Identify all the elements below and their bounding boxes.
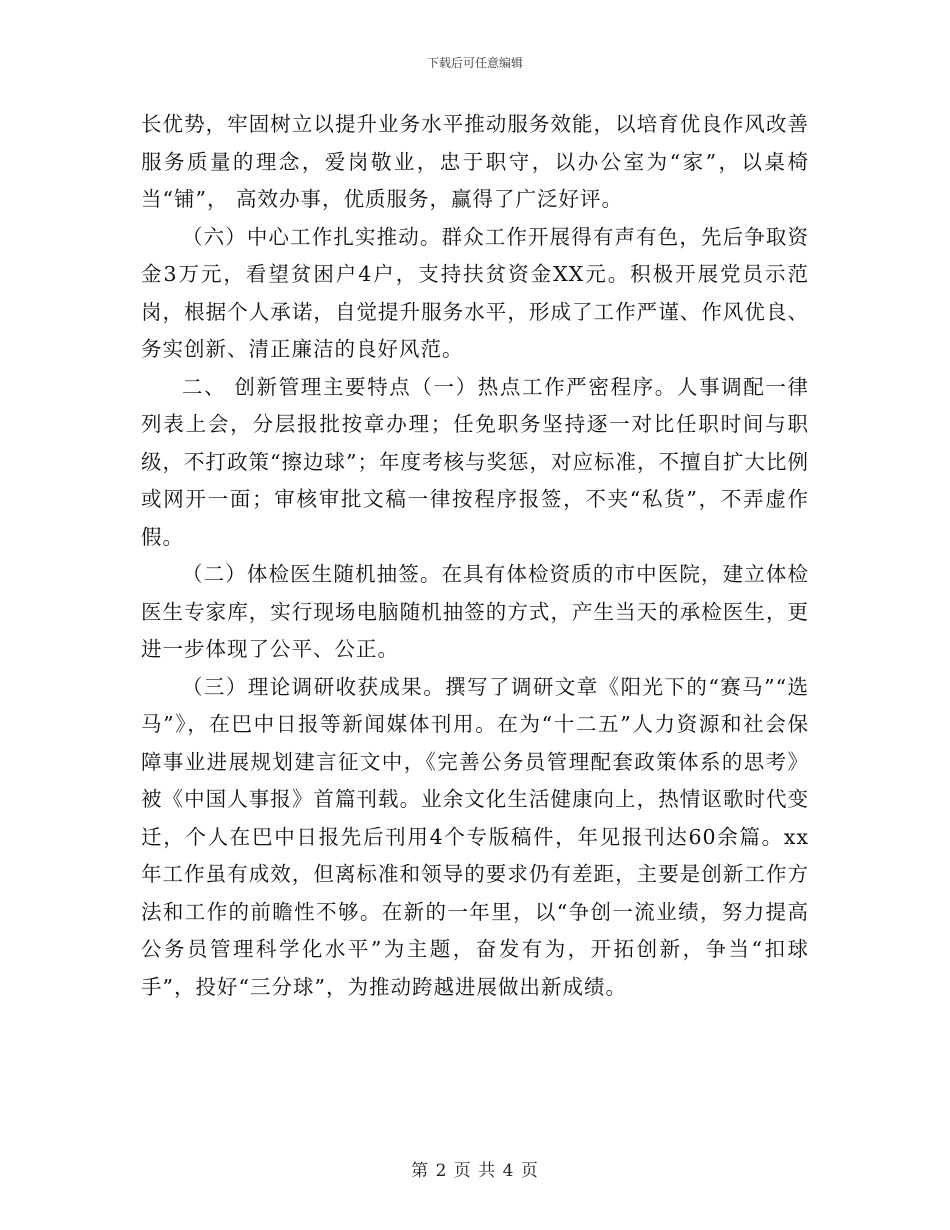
header-note: 下载后可任意编辑 (426, 56, 523, 70)
document-body (141, 106, 809, 1006)
paragraph-2: （六）中心工作扎实推动。群众工作开展得有声有色，先后争取资金3万元，看望贫困户4户，支持扶贫资金XX元。积极开展党员示范岗，根据个人承诺，自觉提升服务水平，形成了工作严谨、作风优良、务实创新、清正廉洁的良好风范。 (141, 224, 809, 361)
paragraph-4: （二）体检医生随机抽签。在具有体检资质的市中医院，建立体检医生专家库，实行现场电脑随机抽签的方式，产生当天的承检医生，更进一步体现了公平、公正。 (141, 562, 809, 661)
paragraph-1: 长优势，牢固树立以提升业务水平推动服务效能，以培育优良作风改善服务质量的理念，爱岗敬业，忠于职守，以办公室为“家”，以桌椅当“铺”， 高效办事，优质服务，赢得了广泛好评。 (141, 112, 809, 211)
page-number: 第 2 页 共 4 页 (411, 1161, 539, 1181)
paragraph-5: （三）理论调研收获成果。撰写了调研文章《阳光下的“赛马”“选马”》，在巴中日报等新闻媒体刊用。在为“十二五”人力资源和社会保障事业进展规划建言征文中，《完善公务员管理配套政策体系的思考》被《中国人事报》首篇刊载。业余文化生活健康向上，热情讴歌时代变迁，个人在巴中日报先后刊用4个专版稿件，年见报刊达60余篇。xx年工作虽有成效，但离标准和领导的要求仍有差距，主要是创新工作方法和工作的前瞻性不够。在新的一年里，以“争创一流业绩，努力提高公务员管理科学化水平”为主题，奋发有为，开拓创新，争当“扣球手”，投好“三分球”，为推动跨越进展做出新成绩。 (141, 674, 809, 999)
paragraph-3: 二、 创新管理主要特点（一）热点工作严密程序。人事调配一律列表上会，分层报批按章办理；任免职务坚持逐一对比任职时间与职级，不打政策“擦边球”；年度考核与奖惩，对应标准，不擅自扩大比例或网开一面；审核审批文稿一律按程序报签，不夹“私货”，不弄虚作假。 (141, 374, 809, 549)
